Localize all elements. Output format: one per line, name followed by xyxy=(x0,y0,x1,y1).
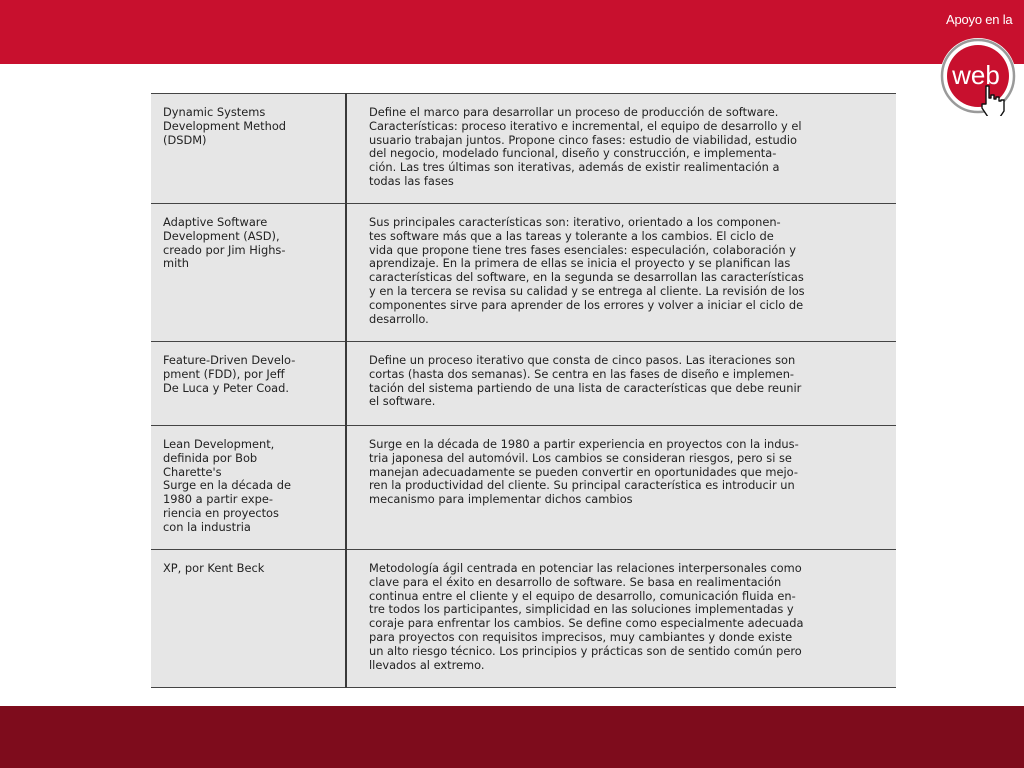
method-description-line: Define el marco para desarrollar un proceso de producción de software. xyxy=(369,105,779,119)
method-name-line: mith xyxy=(163,256,189,271)
method-description-line: tes software más que a las tareas y tolerante a los cambios. El ciclo de xyxy=(369,228,774,243)
methodology-table xyxy=(151,93,896,688)
method-description-line: desarrollo. xyxy=(369,311,429,326)
method-name-line: creado por Jim Highs- xyxy=(163,242,286,257)
method-name-line: Lean Development, xyxy=(163,437,275,451)
method-name-line: Charette's xyxy=(163,464,222,479)
table-row xyxy=(151,550,896,688)
method-description-line: ren la productividad del cliente. Su principal característica es introducir un xyxy=(369,478,795,493)
table-row xyxy=(151,204,896,342)
method-description-line: todas las fases xyxy=(369,173,454,188)
method-name-line: (DSDM) xyxy=(163,132,207,147)
method-description-line: características del software, en la segunda se desarrollan las características xyxy=(369,270,804,285)
badge-word: web xyxy=(952,60,1000,90)
method-description-line: manejan adecuadamente se pueden convertir en oportunidades que mejo- xyxy=(369,464,798,479)
method-name-cell xyxy=(151,550,346,688)
method-description-line: ción. Las tres últimas son iterativas, además de existir realimentación a xyxy=(369,160,780,175)
method-description-line: vida que propone tiene tres fases esenciales: especulación, colaboración y xyxy=(369,242,796,257)
method-description-line: Surge en la década de 1980 a partir experiencia en proyectos con la indus- xyxy=(369,437,799,451)
method-description-line: del negocio, modelado funcional, diseño y construcción, e implementa- xyxy=(369,146,777,161)
table-row xyxy=(151,426,896,550)
method-name-line: XP, por Kent Beck xyxy=(163,561,265,575)
method-description-line: llevados al extremo. xyxy=(369,657,485,672)
method-name-line: definida por Bob xyxy=(163,450,258,465)
method-description-line: cortas (hasta dos semanas). Se centra en las fases de diseño e implemen- xyxy=(369,366,795,381)
web-support-badge[interactable] xyxy=(930,8,1024,136)
method-description-line: usuario trabajan juntos. Propone cinco fases: estudio de viabilidad, estudio xyxy=(369,132,798,147)
method-description-line: y en la tercera se revisa su calidad y se entrega al cliente. La revisión de los xyxy=(369,283,805,298)
method-description-cell xyxy=(346,204,896,342)
method-description-line: para proyectos con requisitos imprecisos, muy cambiantes y donde existe xyxy=(369,629,793,644)
method-description-line: Define un proceso iterativo que consta de cinco pasos. Las iteraciones son xyxy=(369,353,796,367)
method-description-line: coraje para enfrentar los cambios. Se define como especialmente adecuada xyxy=(369,616,804,631)
method-description-line: Características: proceso iterativo e incremental, el equipo de desarrollo y el xyxy=(369,118,802,133)
method-description-line: componentes sirve para aprender de los errores y volver a iniciar el ciclo de xyxy=(369,297,804,312)
method-name-cell xyxy=(151,94,346,204)
method-description-line: mecanismo para implementar dichos cambios xyxy=(369,492,633,507)
method-name-line: riencia en proyectos xyxy=(163,505,279,520)
method-name-line: Surge en la década de xyxy=(163,478,291,493)
method-description-cell xyxy=(346,94,896,204)
method-name-line: Development (ASD), xyxy=(163,228,280,243)
table-row xyxy=(151,342,896,426)
method-name-line: De Luca y Peter Coad. xyxy=(163,380,289,395)
method-name-cell xyxy=(151,204,346,342)
method-name-cell xyxy=(151,426,346,550)
method-description-cell xyxy=(346,342,896,426)
method-name-line: Adaptive Software xyxy=(163,215,268,229)
method-description-line: Sus principales características son: iterativo, orientado a los componen- xyxy=(369,215,781,229)
method-description-line: clave para el éxito en desarrollo de software. Se basa en realimentación xyxy=(369,574,782,589)
badge-label: Apoyo en la xyxy=(946,12,1013,27)
method-description-cell xyxy=(346,426,896,550)
method-description-line: tación del sistema partiendo de una lista de características que debe reunir xyxy=(369,380,802,395)
method-description-line: aprendizaje. En la primera de ellas se inicia el proyecto y se planifican las xyxy=(369,256,791,271)
method-name-cell xyxy=(151,342,346,426)
method-description-line: tria japonesa del automóvil. Los cambios se consideran riesgos, pero si se xyxy=(369,450,792,465)
method-name-line: Dynamic Systems xyxy=(163,105,266,119)
footer-band xyxy=(0,706,1024,768)
web-circle-icon xyxy=(938,36,1018,116)
method-description-line: el software. xyxy=(369,394,436,409)
method-description-line: un alto riesgo técnico. Los principios y prácticas son de sentido común pero xyxy=(369,643,802,658)
method-description-cell xyxy=(346,550,896,688)
method-name-line: Feature-Driven Develo- xyxy=(163,353,296,367)
method-description-line: Metodología ágil centrada en potenciar las relaciones interpersonales como xyxy=(369,561,802,575)
header-band xyxy=(0,0,1024,64)
method-name-line: pment (FDD), por Jeff xyxy=(163,366,285,381)
method-name-line: 1980 a partir expe- xyxy=(163,492,273,507)
table-row xyxy=(151,94,896,204)
method-name-line: Development Method xyxy=(163,118,287,133)
method-name-line: con la industria xyxy=(163,519,251,534)
method-description-line: continua entre el cliente y el equipo de desarrollo, comunicación fluida en- xyxy=(369,588,796,603)
method-description-line: tre todos los participantes, simplicidad en las soluciones implementadas y xyxy=(369,602,794,617)
